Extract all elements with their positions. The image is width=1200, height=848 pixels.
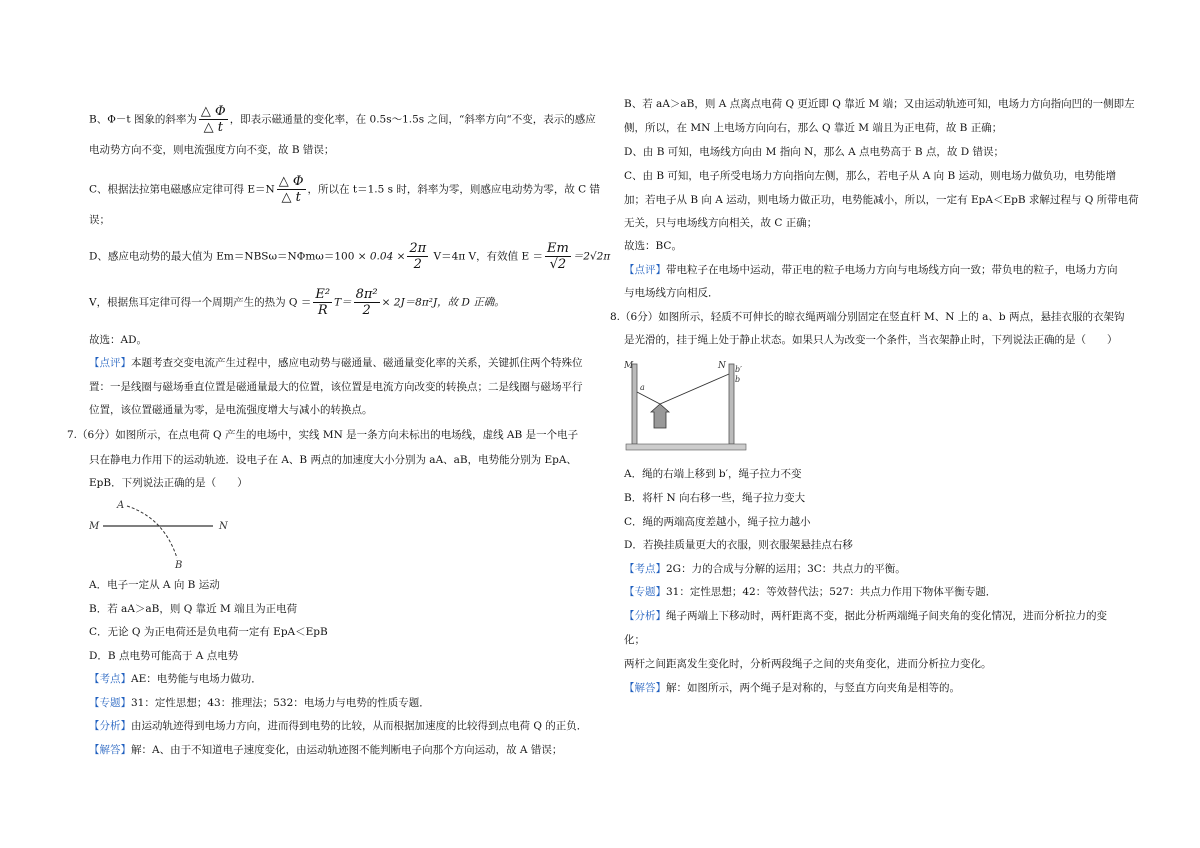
text: 2G：力的合成与分解的运用；3C：共点力的平衡。	[666, 563, 906, 575]
option-d: D．若换挂质量更大的衣服，则衣服架悬挂点右移	[624, 539, 853, 551]
zhuanti-line	[624, 585, 996, 599]
section-tag: 【分析】	[624, 610, 666, 622]
ground	[626, 444, 746, 450]
option-a: A．绳的右端上移到 b′，绳子拉力不变	[624, 468, 802, 480]
text-line: 电动势方向不变，则电流强度方向不变，故 B 错误；	[89, 144, 335, 156]
text-line: D、由 B 可知，电场线方向由 M 指向 N，那么 A 点电势高于 B 点，故 D 错误；	[624, 146, 1005, 158]
fraction	[313, 287, 332, 318]
text-line: 误；	[89, 214, 110, 226]
fraction	[277, 174, 306, 205]
option-d-explanation	[89, 241, 610, 272]
text-line: 加；若电子从 B 向 A 运动，则电场力做正功，电势能减小，所以，一定有 EpA＜EpB 求解过程与 Q 所带电荷	[624, 194, 1139, 206]
clothesline-rope	[637, 374, 729, 404]
text: AE：电势能与电场力做功．	[131, 673, 262, 685]
answer-line: 故选：AD。	[89, 334, 148, 346]
trajectory-ab	[127, 506, 177, 558]
label-m: M	[624, 361, 634, 371]
question-7-stem: 7.（6分）如图所示，在点电荷 Q 产生的电场中，实线 MN 是一条方向未标出的电场线，虚线 AB 是一个电子	[67, 429, 579, 441]
fraction-denominator: √2	[549, 257, 567, 272]
fenxi-line	[89, 719, 587, 733]
text-line: 化；	[624, 634, 645, 646]
label-b-prime: b′	[735, 365, 742, 374]
fraction-denominator: 2	[362, 303, 371, 318]
text: ，即表示磁通量的变化率，在 0.5s～1.5s 之间，“斜率方向“不变，表示的感应	[229, 113, 596, 126]
comment-line	[89, 356, 583, 370]
text: 31：定性思想；42：等效替代法；527：共点力作用下物体平衡专题．	[666, 586, 997, 598]
option-d: D．B 点电势可能高于 A 点电势	[89, 650, 239, 662]
fraction-numerator: △ Φ	[278, 174, 304, 189]
text-line: 无关，只与电场线方向相关，故 C 正确；	[624, 217, 818, 229]
option-c-explanation	[89, 174, 600, 205]
zhuanti-line	[89, 696, 430, 710]
text: T＝	[334, 296, 352, 309]
text: 由运动轨迹得到电场力方向，进而得到电势的比较，从而根据加速度的比较得到点电荷 Q 的正负．	[131, 720, 588, 732]
kaodian-line	[89, 672, 262, 686]
section-tag: 【解答】	[624, 682, 666, 694]
joule-law-line	[89, 287, 505, 318]
fraction-denominator: R	[317, 303, 328, 318]
text-line: EpB．下列说法正确的是（ ）	[89, 477, 248, 489]
text: 带电粒子在电场中运动，带正电的粒子电场力方向与电场线方向一致；带负电的粒子，电场力方向	[666, 264, 1118, 276]
jieda-line	[624, 681, 960, 695]
text: 本题考查交变电流产生过程中，感应电动势与磁通量、磁通量变化率的关系，关键抓住两个特殊位	[131, 357, 583, 369]
fraction-denominator: 2	[413, 257, 422, 272]
label-b: B	[175, 560, 183, 571]
text: 绳子两端上下移动时，两杆距离不变，据此分析两端绳子间夹角的变化情况，进而分析拉力的变	[666, 610, 1107, 622]
text: V，根据焦耳定律可得一个周期产生的热为 Q ＝	[89, 296, 312, 309]
section-tag: 【专题】	[624, 586, 666, 598]
fraction-numerator: 2π	[409, 241, 427, 256]
label-a: A	[117, 500, 125, 511]
fraction-denominator: △ t	[281, 190, 301, 205]
clothesline-diagram	[624, 356, 764, 456]
label-n: N	[219, 521, 228, 532]
electric-field-diagram	[89, 496, 249, 576]
section-tag: 【分析】	[89, 720, 131, 732]
text-line: 只在静电力作用下的运动轨迹．设电子在 A、B 两点的加速度大小分别为 aA、aB，电势能分别为 EpA、	[89, 454, 577, 466]
jieda-line	[89, 743, 562, 757]
section-tag: 【点评】	[89, 357, 131, 369]
option-b: B．将杆 N 向右移一些，绳子拉力变大	[624, 492, 806, 504]
section-tag: 【考点】	[624, 563, 666, 575]
option-b: B．若 aA＞aB，则 Q 靠近 M 端且为正电荷	[89, 603, 298, 615]
text: ，所以在 t＝1.5 s 时，斜率为零，则感应电动势为零，故 C 错	[307, 183, 601, 196]
text: D、感应电动势的最大值为 Em＝NBSω＝NΦmω＝100	[89, 250, 358, 263]
text: V＝4π V，有效值 E ＝	[430, 250, 543, 263]
fraction-numerator: Em	[546, 241, 569, 256]
text-line: 侧，所以，在 MN 上电场方向向右，那么 Q 靠近 M 端且为正电荷，故 B 正确；	[624, 122, 1003, 134]
option-c: C．无论 Q 为正电荷还是负电荷一定有 EpA＜EpB	[89, 626, 328, 638]
fraction-denominator: △ t	[203, 120, 223, 135]
label-b: b	[735, 375, 741, 384]
text: × 2J＝8π²J，故 D 正确。	[381, 296, 505, 309]
option-b-explanation	[89, 104, 596, 135]
text: B、Φ－t 图象的斜率为	[89, 113, 197, 126]
section-tag: 【解答】	[89, 744, 131, 756]
comment-line	[624, 263, 1118, 277]
pole-n	[729, 364, 734, 444]
text-line: 与电场线方向相反．	[624, 287, 719, 299]
text-line: B、若 aA＞aB，则 A 点离点电荷 Q 更近即 Q 靠近 M 端；又由运动轨迹可知，电场力方向指向凹的一侧即左	[624, 98, 1135, 110]
question-8-stem: 8.（6分）如图所示，轻质不可伸长的晾衣绳两端分别固定在竖直杆 M、N 上的 a、b 两点，悬挂衣服的衣架钩	[610, 311, 1125, 323]
label-m: M	[89, 521, 100, 532]
text: 31：定性思想；43：推理法；532：电场力与电势的性质专题．	[131, 697, 430, 709]
section-tag: 【专题】	[89, 697, 131, 709]
fraction	[545, 241, 571, 272]
fenxi-line	[624, 609, 1107, 623]
fraction-numerator: 8π²	[355, 287, 378, 302]
option-c: C．绳的两端高度差越小，绳子拉力越小	[624, 516, 811, 528]
option-a: A．电子一定从 A 向 B 运动	[89, 579, 220, 591]
text: × 0.04 ×	[357, 250, 406, 263]
text: 解：A、由于不知道电子速度变化，由运动轨迹图不能判断电子向那个方向运动，故 A 错误；	[131, 744, 563, 756]
fraction	[199, 104, 228, 135]
label-n: N	[718, 361, 726, 371]
text-line: 是光滑的，挂于绳上处于静止状态。如果只人为改变一个条件，当衣架静止时，下列说法正确的是（ ）	[624, 334, 1118, 346]
label-a: a	[640, 383, 645, 392]
fraction	[407, 241, 428, 272]
answer-line: 故选：BC。	[624, 240, 682, 252]
section-tag: 【考点】	[89, 673, 131, 685]
text-line: 两杆之间距离发生变化时，分析两段绳子之间的夹角变化，进而分析拉力变化。	[624, 658, 992, 670]
clothes-icon	[651, 404, 669, 428]
kaodian-line	[624, 562, 906, 576]
text-line: C、由 B 可知，电子所受电场力方向指向左侧，那么，若电子从 A 向 B 运动，则电场力做负功，电势能增	[624, 170, 1117, 182]
text: ＝2√2π	[572, 250, 611, 263]
text: 解：如图所示，两个绳子是对称的，与竖直方向夹角是相等的。	[666, 682, 960, 694]
text-line: 位置，该位置磁通量为零，是电流强度增大与减小的转换点。	[89, 404, 373, 416]
fraction-numerator: E²	[315, 287, 331, 302]
text: C、根据法拉第电磁感应定律可得 E＝N	[89, 183, 275, 196]
text-line: 置：一是线圈与磁场垂直位置是磁通量最大的位置，该位置是电流方向改变的转换点；二是线圈与磁场平行	[89, 381, 583, 393]
fraction	[354, 287, 380, 318]
fraction-numerator: △ Φ	[200, 104, 226, 119]
pole-m	[632, 364, 637, 444]
section-tag: 【点评】	[624, 264, 666, 276]
